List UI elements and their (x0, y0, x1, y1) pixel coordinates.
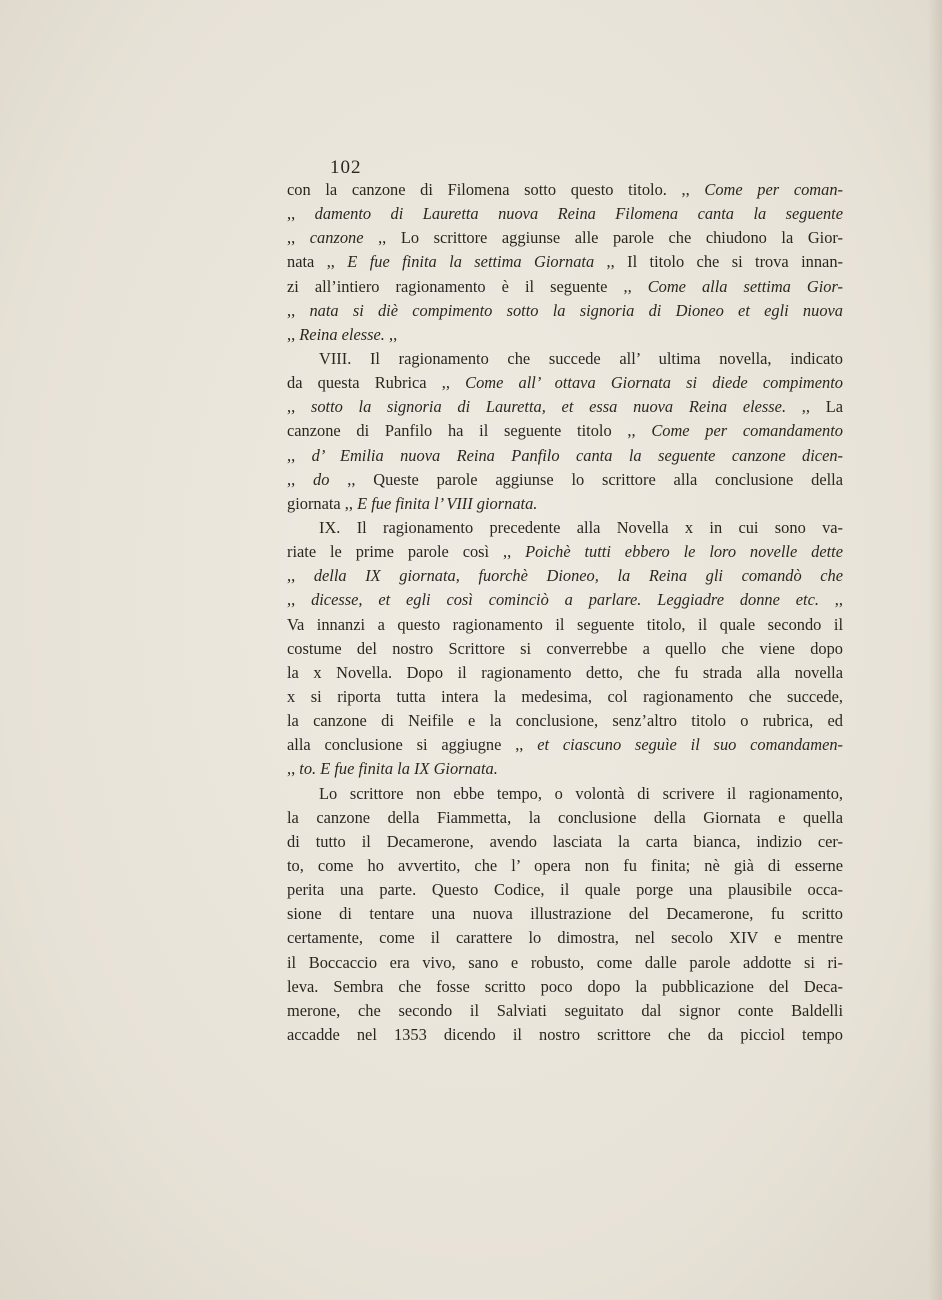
italic-text: Come per coman- (704, 180, 843, 199)
text-line (287, 347, 843, 371)
roman-text: ,, Il titolo che si trova innan- (594, 252, 843, 272)
roman-text: to, come ho avvertito, che l’ opera non fu finita; nè già di esserne (287, 855, 843, 875)
text-line (287, 637, 843, 661)
text-line (287, 661, 843, 685)
roman-text: ,, (287, 228, 310, 248)
roman-text: giornata ,, (287, 493, 358, 513)
roman-text: alla conclusione si aggiugne ,, (287, 735, 538, 755)
italic-text: nata si diè compimento sotto la signoria di Dioneo et egli nuova (309, 300, 843, 320)
roman-text: ,, (287, 300, 310, 320)
italic-text: E fue finita l’ VIII giornata. (357, 493, 538, 513)
italic-text: Poichè tutti ebbero le loro novelle dette (525, 542, 843, 562)
roman-text: Lo scrittore non ebbe tempo, o volontà di scrivere il ragionamento, (319, 783, 843, 803)
italic-text: do (313, 469, 330, 489)
roman-text: certamente, come il carattere lo dimostra, nel secolo XIV e mentre (287, 928, 843, 948)
text-line (287, 1023, 843, 1047)
roman-text: merone, che secondo il Salviati seguitato dal signor conte Baldelli (287, 1000, 843, 1020)
text-line (287, 588, 843, 612)
text-line (287, 613, 843, 637)
text-line (287, 878, 843, 902)
roman-text: ,, (287, 590, 312, 610)
roman-text: con la canzone di Filomena sotto questo titolo. ,, (287, 180, 705, 199)
text-line (287, 178, 843, 202)
text-line (287, 733, 843, 757)
roman-text: ,, (287, 469, 314, 489)
text-line (287, 444, 843, 468)
text-line (287, 709, 843, 733)
italic-text: della IX giornata, fuorchè Dioneo, la Reina gli comandò che (313, 566, 844, 586)
text-line (287, 951, 843, 975)
italic-text: et ciascuno seguìe il suo comandamen- (537, 735, 843, 755)
roman-text: da questa Rubrica ,, (287, 373, 466, 393)
text-line (287, 299, 843, 323)
roman-text: la canzone di Neifile e la conclusione, senz’altro titolo o rubrica, ed (287, 711, 843, 731)
text-line (287, 323, 843, 347)
italic-text: Come all’ ottava Giornata si diede compimento (465, 373, 843, 393)
roman-text: ,, (287, 445, 312, 465)
roman-text: ,, (384, 324, 398, 344)
page-edge-shadow (928, 0, 942, 1300)
roman-text: la canzone della Fiammetta, la conclusione della Giornata e quella (287, 807, 843, 827)
roman-text: ,, (818, 590, 844, 610)
text-line (287, 371, 843, 395)
text-line (287, 516, 843, 540)
roman-text: ,, Queste parole aggiunse lo scrittore alla conclusione della (329, 469, 844, 489)
text-line (287, 492, 843, 516)
roman-text: ,, (287, 204, 315, 224)
roman-text: VIII. Il ragionamento che succede all’ ultima novella, indicato (319, 348, 843, 368)
roman-text: sione di tentare una nuova illustrazione del Decamerone, fu scritto (287, 904, 843, 924)
roman-text: ,, (287, 566, 314, 586)
roman-text: ,, (287, 759, 300, 779)
text-line (287, 757, 843, 781)
text-line (287, 926, 843, 950)
text-line (287, 806, 843, 830)
page-number: 102 (330, 157, 362, 178)
text-line (287, 250, 843, 274)
text-line (287, 564, 843, 588)
text-line (287, 395, 843, 419)
italic-text: d’ Emilia nuova Reina Panfilo canta la seguente canzone dicen- (311, 445, 843, 465)
italic-text: E fue finita la settima Giornata (347, 252, 595, 272)
roman-text: la x Novella. Dopo il ragionamento detto, che fu strada alla novella (287, 662, 843, 682)
roman-text: perita una parte. Questo Codice, il quale porge una plausibile occa- (287, 880, 843, 900)
italic-text: to. E fue finita la IX Giornata. (299, 759, 498, 779)
roman-text: zi all’intiero ragionamento è il seguente ,, (287, 276, 648, 296)
roman-text: ,, La (786, 397, 844, 417)
roman-text: ,, (287, 397, 311, 417)
text-line (287, 685, 843, 709)
text-line (287, 468, 843, 492)
roman-text: Va innanzi a questo ragionamento il seguente titolo, il quale secondo il (287, 614, 843, 634)
text-line (287, 782, 843, 806)
italic-text: Reina elesse. (299, 324, 385, 344)
roman-text: IX. Il ragionamento precedente alla Novella x in cui sono va- (319, 517, 843, 537)
roman-text: riate le prime parole così ,, (287, 542, 526, 562)
italic-text: damento di Lauretta nuova Reina Filomena canta la seguente (314, 204, 843, 224)
body-text (287, 178, 843, 1047)
roman-text: x si riporta tutta intera la medesima, col ragionamento che succede, (287, 686, 843, 706)
roman-text: costume del nostro Scrittore si converrebbe a quello che viene dopo (287, 638, 843, 658)
roman-text: canzone di Panfilo ha il seguente titolo ,, (287, 421, 652, 441)
text-line (287, 275, 843, 299)
roman-text: il Boccaccio era vivo, sano e robusto, come dalle parole addotte si ri- (287, 952, 843, 972)
roman-text: accadde nel 1353 dicendo il nostro scrittore che da picciol tempo (287, 1024, 843, 1044)
text-line (287, 419, 843, 443)
roman-text: ,, Lo scrittore aggiunse alle parole che chiudono la Gior- (363, 228, 843, 248)
text-line (287, 226, 843, 250)
text-line (287, 999, 843, 1023)
italic-text: Come per comandamento (651, 421, 843, 441)
roman-text: leva. Sembra che fosse scritto poco dopo la pubblicazione del Deca- (287, 976, 843, 996)
roman-text: di tutto il Decamerone, avendo lasciata la carta bianca, indizio cer- (287, 831, 843, 851)
text-line (287, 540, 843, 564)
text-line (287, 902, 843, 926)
roman-text: nata ,, (287, 252, 348, 272)
italic-text: Come alla settima Gior- (647, 276, 843, 296)
italic-text: dicesse, et egli così cominciò a parlare. Leggiadre donne etc. (311, 590, 819, 610)
roman-text: ,, (287, 324, 300, 344)
text-line (287, 975, 843, 999)
text-line (287, 854, 843, 878)
text-line (287, 830, 843, 854)
italic-text: canzone (309, 228, 364, 248)
text-line (287, 202, 843, 226)
italic-text: sotto la signoria di Lauretta, et essa nuova Reina elesse. (310, 397, 787, 417)
